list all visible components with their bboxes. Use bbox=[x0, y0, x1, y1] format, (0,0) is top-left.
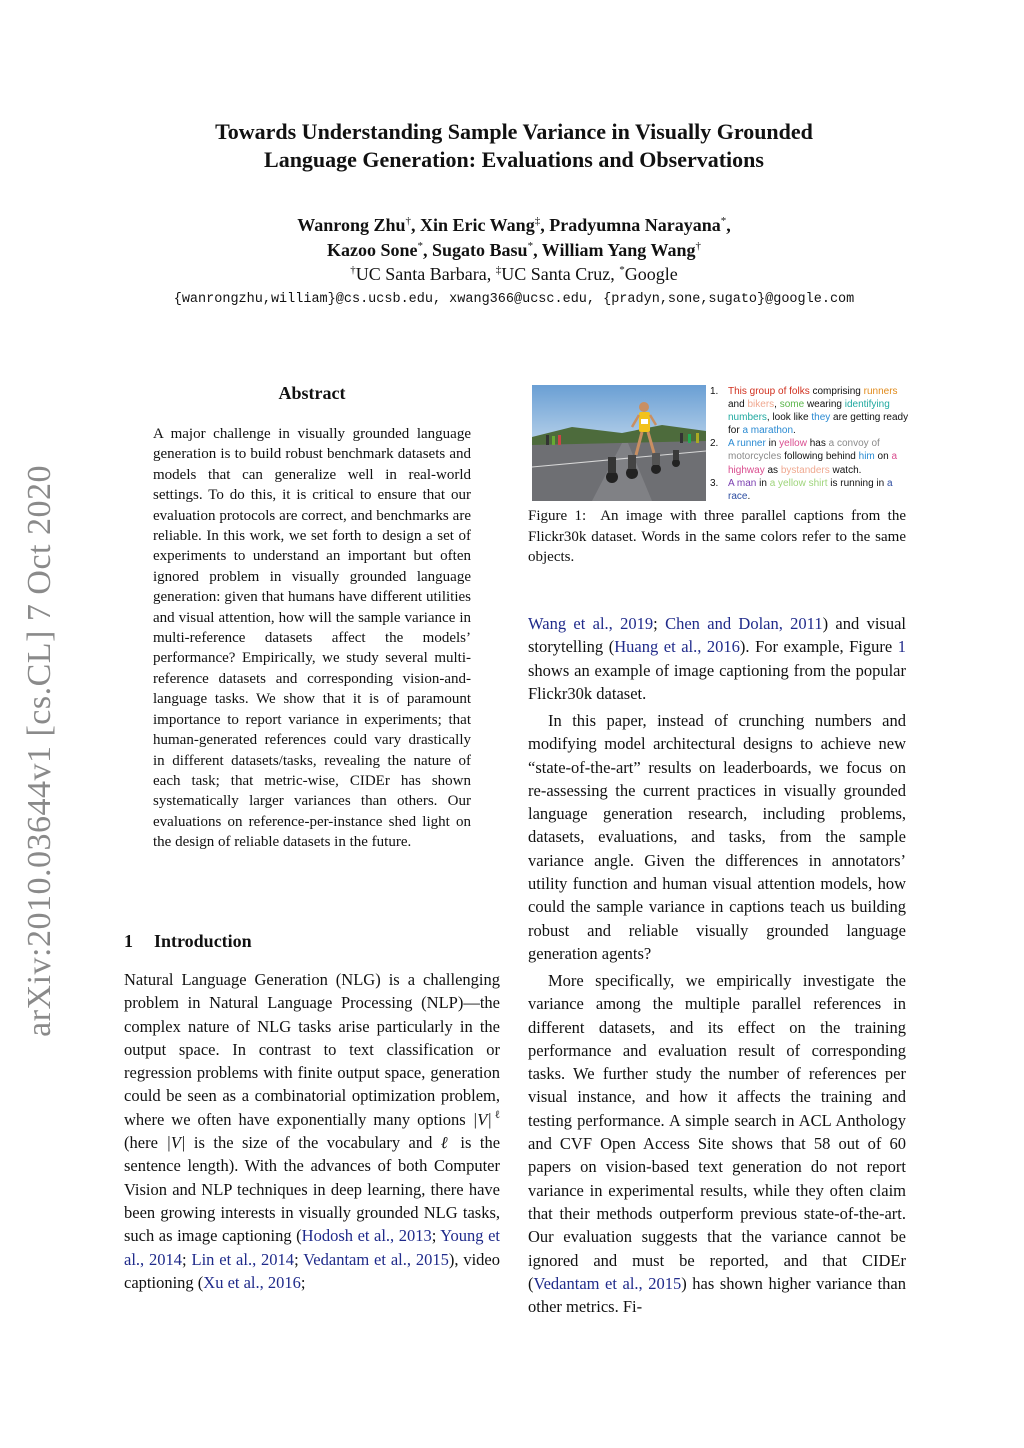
figure-reference-link[interactable]: 1 bbox=[897, 637, 907, 657]
caption-fragment: . bbox=[747, 490, 751, 502]
caption-fragment: in bbox=[756, 477, 770, 489]
colored-phrase: a convoy of motorcycles bbox=[728, 438, 880, 463]
author-mark: * bbox=[417, 240, 424, 252]
author-name: Kazoo Sone bbox=[327, 240, 418, 260]
section-heading-introduction bbox=[124, 931, 252, 952]
caption-text bbox=[728, 477, 910, 503]
caption-number: 3. bbox=[710, 477, 719, 489]
arxiv-stamp: arXiv:2010.03644v1 [cs.CL] 7 Oct 2020 bbox=[21, 465, 58, 1037]
colored-phrase: identifying numbers bbox=[728, 399, 890, 424]
caption-fragment: in bbox=[765, 438, 780, 450]
figure-1-caption: Figure 1: An image with three parallel captions from the Flickr30k dataset. Words in the same colors refer to the same objects. bbox=[528, 508, 906, 565]
colored-phrase: A man bbox=[728, 477, 757, 489]
section-number: 1 bbox=[124, 931, 133, 951]
figure-1-caption-list bbox=[710, 385, 910, 503]
author-line-1: Wanrong Zhu†, Xin Eric Wang‡, Pradyumna Narayana*, bbox=[297, 215, 731, 235]
caption-fragment: , bbox=[774, 399, 780, 411]
caption-fragment: and bbox=[728, 399, 748, 411]
right-paragraph-2: In this paper, instead of crunching numbers and modifying model architectural designs to achieve new “state-of-the-art” results on leaderboards, we focus on re-assessing the current practices in visually grounded language generation research, including problems, datasets, evaluations, and tasks, from the sample variance angle. Given the differences in annotators’ utility function and human visual attention models, how could the sample variance in captions teach us building robust and reliable visually grounded language generation agents? bbox=[528, 711, 906, 963]
figure-1-image bbox=[532, 385, 706, 501]
caption-fragment: . bbox=[793, 425, 796, 437]
caption-fragment: on bbox=[874, 451, 892, 463]
affil-name: UC Santa Cruz bbox=[501, 264, 611, 284]
colored-phrase: a marathon bbox=[742, 425, 794, 437]
section-title: Introduction bbox=[154, 931, 252, 951]
colored-phrase: A runner bbox=[728, 438, 766, 450]
caption-fragment: are getting ready for bbox=[728, 412, 909, 437]
citation-link[interactable]: Hodosh et al., 2013 bbox=[301, 1226, 432, 1246]
affil-mark: † bbox=[350, 264, 356, 276]
author-list bbox=[140, 213, 888, 263]
caption-text bbox=[728, 385, 910, 437]
title-line-2: Language Generation: Evaluations and Observations bbox=[264, 147, 764, 172]
abstract-heading: Abstract bbox=[278, 383, 346, 403]
author-mark: * bbox=[720, 215, 727, 227]
paper-title bbox=[140, 118, 888, 174]
caption-fragment: wearing bbox=[804, 399, 845, 411]
caption-fragment: following behind bbox=[781, 451, 859, 463]
caption-text bbox=[728, 437, 910, 476]
citation-link[interactable]: Young et al., 2014 bbox=[124, 1226, 501, 1269]
author-mark: ‡ bbox=[534, 215, 541, 227]
caption-fragment: comprising bbox=[809, 386, 864, 397]
colored-phrase: This group of folks bbox=[728, 386, 810, 397]
caption-fragment: , look like bbox=[766, 412, 812, 424]
affil-name: Google bbox=[624, 264, 678, 284]
citation-link[interactable]: Lin et al., 2014 bbox=[191, 1249, 295, 1269]
affil-name: UC Santa Barbara bbox=[355, 264, 487, 284]
caption-number: 2. bbox=[710, 438, 719, 450]
affil-mark: * bbox=[619, 264, 625, 276]
intro-paragraph-1: Natural Language Generation (NLG) is a challenging problem in Natural Language Processing (NLP)—the complex nature of NLG tasks arise particularly in the output space. In contrast to text classification or regression problems with finite output space, generation could be seen as a combinatorial optimization problem, where we often have exponentially many options $|V|^\ell$ (here |V| is the size of the vocabulary and ℓ is the sentence length). With the advances of both Computer Vision and NLP techniques in deep learning, there have been growing interests in visually grounded NLG tasks, such as image captioning (Hodosh et al., 2013; Young et al., 2014; Lin et al., 2014; Vedantam et al., 2015), video captioning (Xu et al., 2016; bbox=[124, 970, 501, 1292]
author-name: Xin Eric Wang bbox=[420, 215, 535, 235]
author-line-2: Kazoo Sone*, Sugato Basu*, William Yang Wang† bbox=[327, 240, 701, 260]
colored-phrase: a race bbox=[728, 477, 893, 502]
author-mark: † bbox=[405, 215, 411, 227]
citation-link[interactable]: Wang et al., 2019 bbox=[528, 614, 654, 633]
figure-caption-item bbox=[710, 385, 910, 437]
colored-phrase: some bbox=[779, 399, 805, 411]
caption-fragment: is running in bbox=[827, 477, 887, 489]
citation-link[interactable]: Vedantam et al., 2015 bbox=[303, 1249, 449, 1269]
author-name: William Yang Wang bbox=[541, 240, 696, 260]
colored-phrase: runners bbox=[863, 386, 898, 397]
colored-phrase: yellow bbox=[779, 438, 807, 450]
citation-link[interactable]: Chen and Dolan, 2011 bbox=[665, 614, 823, 633]
caption-fragment: watch. bbox=[829, 464, 862, 476]
colored-phrase: they bbox=[811, 412, 831, 424]
colored-phrase: bystanders bbox=[780, 464, 830, 476]
figure-caption-item bbox=[710, 437, 910, 476]
author-name: Sugato Basu bbox=[432, 240, 528, 260]
affiliations: †UC Santa Barbara, ‡UC Santa Cruz, *Google bbox=[350, 264, 678, 284]
citation-link[interactable]: Vedantam et al., 2015 bbox=[533, 1273, 682, 1293]
caption-fragment: has bbox=[806, 438, 829, 450]
caption-number: 1. bbox=[710, 386, 719, 397]
author-emails: {wanrongzhu,william}@cs.ucsb.edu, xwang366@ucsc.edu, {pradyn,sone,sugato}@google.com bbox=[173, 292, 855, 307]
colored-phrase: a yellow shirt bbox=[769, 477, 828, 489]
citation-link[interactable]: Huang et al., 2016 bbox=[614, 637, 740, 657]
author-mark: † bbox=[695, 240, 701, 252]
figure-caption-item bbox=[710, 477, 910, 503]
author-name: Pradyumna Narayana bbox=[549, 215, 721, 235]
colored-phrase: a highway bbox=[728, 451, 898, 476]
right-paragraph-1: Wang et al., 2019; Chen and Dolan, 2011) and visual storytelling (Huang et al., 2016). For example, Figure 1 shows an example of image captioning from the popular Flickr30k dataset. bbox=[528, 614, 907, 703]
abstract-text: A major challenge in visually grounded language generation is to build robust benchmark datasets and models that can generalize well in real-world settings. To do this, it is critical to ensure that our evaluation protocols are correct, and benchmarks are reliable. In this work, we set forth to design a set of experiments to understand an important but often ignored problem in visually grounded language generation: given that humans have different utilities and visual attention, how will the sample variance in multi-reference datasets affect the models’ performance? Empirically, we study several multi-reference datasets and corresponding vision-and-language tasks. We show that it is of paramount importance to report variance in experiments; that human-generated references could vary drastically in different datasets/tasks, revealing the nature of each task; that metric-wise, CIDEr has shown systematically larger variances than others. Our evaluations on reference-per-instance shed light on the design of reliable datasets in the future. bbox=[153, 426, 471, 851]
caption-fragment: as bbox=[764, 464, 781, 476]
right-paragraph-3: More specifically, we empirically investigate the variance among the multiple parallel references in different datasets, and its effect on the training performance and evaluation result of corresponding tasks. We further study the number of references per visual instance, and how it affects the training and testing performance. A simple search in ACL Anthology and CVF Open Access Site shows that 58 out of 60 papers on vision-based text generation do not report variance in experimental results, while they often claim that their methods outperform previous state-of-the-art. Our evaluation suggests that the variance cannot be ignored and must be reported, and that CIDEr (Vedantam et al., 2015) has shown higher variance than other metrics. Fi- bbox=[528, 971, 907, 1317]
colored-phrase: him bbox=[858, 451, 875, 463]
author-mark: * bbox=[527, 240, 534, 252]
title-line-1: Towards Understanding Sample Variance in Visually Grounded bbox=[215, 119, 813, 144]
colored-phrase: bikers bbox=[747, 399, 775, 411]
marathon-photo bbox=[532, 385, 706, 501]
affil-mark: ‡ bbox=[495, 264, 502, 276]
author-name: Wanrong Zhu bbox=[297, 215, 406, 235]
citation-link[interactable]: Xu et al., 2016 bbox=[203, 1272, 301, 1292]
